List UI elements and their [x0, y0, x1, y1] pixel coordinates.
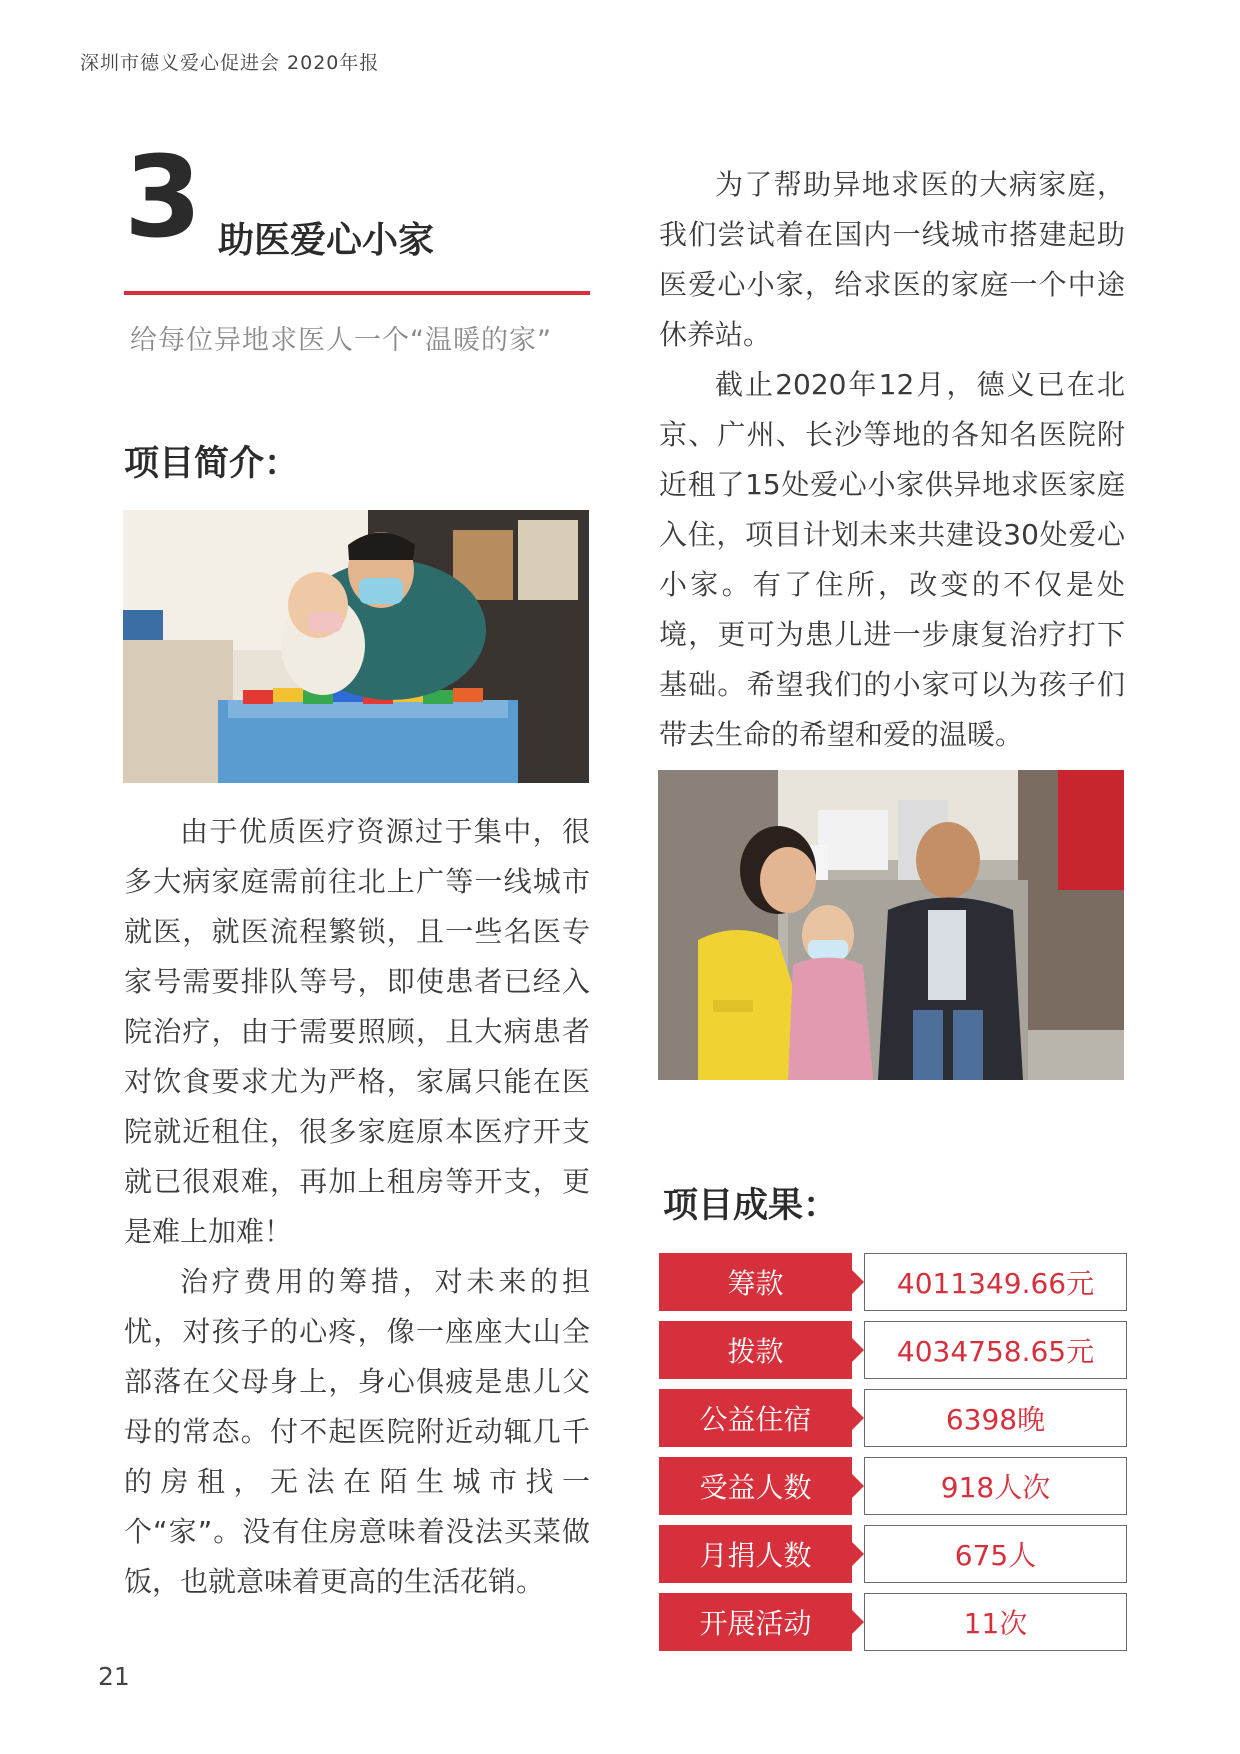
- result-row-fundraising: [659, 1253, 1129, 1311]
- result-value: 6398晚: [864, 1389, 1127, 1447]
- result-value: 4011349.66元: [864, 1253, 1127, 1311]
- photo-volunteer-family-street: [658, 770, 1124, 1080]
- title-divider: [124, 291, 590, 295]
- result-label: 拨款: [659, 1321, 852, 1379]
- result-value: 4034758.65元: [864, 1321, 1127, 1379]
- pointer-icon: [852, 1542, 864, 1566]
- result-row-monthly-donors: [659, 1525, 1129, 1583]
- result-row-lodging: [659, 1389, 1129, 1447]
- pointer-icon: [852, 1406, 864, 1430]
- section-title: 助医爱心小家: [218, 220, 435, 261]
- right-paragraph: 截止2020年12月，德义已在北京、广州、长沙等地的各知名医院附近租了15处爱心小家供异地求医家庭入住，项目计划未来共建设30处爱心小家。有了住所，改变的不仅是处境，更可为患儿进一步康复治疗打下基础。希望我们的小家可以为孩子们带去生命的希望和爱的温暖。: [659, 368, 1125, 751]
- right-text: [659, 160, 1125, 760]
- result-value: 675人: [864, 1525, 1127, 1583]
- results-table: [659, 1253, 1129, 1661]
- photo-father-child-blocks: [123, 510, 589, 783]
- intro-text: [124, 807, 590, 1607]
- result-label: 开展活动: [659, 1593, 852, 1651]
- intro-paragraph: 由于优质医疗资源过于集中，很多大病家庭需前往北上广等一线城市就医，就医流程繁锁，且一些名医专家号需要排队等号，即使患者已经入院治疗，由于需要照顾，且大病患者对饮食要求尤为严格，家属只能在医院就近租住，很多家庭原本医疗开支就已很艰难，再加上租房等开支，更是难上加难！: [124, 815, 590, 1248]
- report-header: 深圳市德义爱心促进会 2020年报: [80, 52, 380, 74]
- result-label: 受益人数: [659, 1457, 852, 1515]
- intro-heading: 项目简介：: [124, 444, 300, 484]
- right-paragraph: 为了帮助异地求医的大病家庭，我们尝试着在国内一线城市搭建起助医爱心小家，给求医的家庭一个中途休养站。: [659, 168, 1125, 351]
- results-heading: 项目成果：: [663, 1186, 839, 1226]
- pointer-icon: [852, 1610, 864, 1634]
- pointer-icon: [852, 1474, 864, 1498]
- section-number: 3: [124, 133, 202, 263]
- result-value: 918人次: [864, 1457, 1127, 1515]
- result-label: 月捐人数: [659, 1525, 852, 1583]
- pointer-icon: [852, 1270, 864, 1294]
- intro-paragraph: 治疗费用的筹措，对未来的担忧，对孩子的心疼，像一座座大山全部落在父母身上，身心俱疲是患儿父母的常态。付不起医院附近动辄几千的房租，无法在陌生城市找一个“家”。没有住房意味着没法买菜做饭，也就意味着更高的生活花销。: [124, 1265, 590, 1598]
- result-row-disbursement: [659, 1321, 1129, 1379]
- result-row-beneficiaries: [659, 1457, 1129, 1515]
- pointer-icon: [852, 1338, 864, 1362]
- page-number: 21: [98, 1662, 130, 1691]
- result-row-activities: [659, 1593, 1129, 1651]
- result-label: 筹款: [659, 1253, 852, 1311]
- section-subtitle: 给每位异地求医人一个“温暖的家”: [130, 325, 552, 356]
- result-label: 公益住宿: [659, 1389, 852, 1447]
- result-value: 11次: [864, 1593, 1127, 1651]
